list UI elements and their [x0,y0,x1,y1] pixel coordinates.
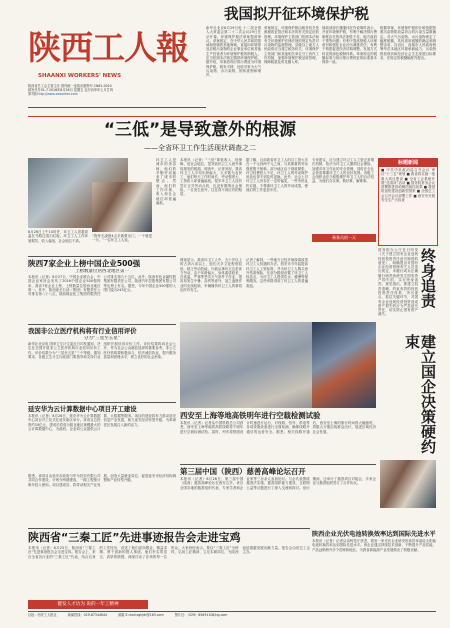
top-story-col1: 新华社北京8月29日电 十二届全国人大常委会第二十二次会议29日在京开幕，环境保护税法草案提请审议。草案规定，在中华人民共和国领域和管辖的其他海域，直接向环境排放应税污染物的企业事业单位和其他生产经营者为环境保护税的纳税人，应当依照本法规定缴纳环境保护税。据介绍，草案将现行排污费改为环境保护税，税负平移，征收对象为大气污染物、水污染物、固体废物和噪声。 [206,26,261,78]
bottom-rule [28,528,310,529]
right-lower-photo [380,460,436,508]
bottom-banner-text: 健发人才访为 说的一年工精神 [57,602,119,607]
top-story-col4: 根据草案，环境保护税的计税依据按照污染物排放量折合的污染当量数确定。对大气污染物、水污染物规定了幅度税额，具体适用税额的确定和调整由省、自治区、直辖市人民政府统筹考虑本地区环境承载能力、污染物排放现状和经济社会生态发展目标要求，在规定的税额幅度内提出。 [380,26,436,61]
story-2-headline: 我国非公立医疗机构将有行业信用评价 [28,327,137,335]
main-story-col2: 据了解，目前我省环卫工人的月工资大多在一千元到两千元之间，与其繁重的劳动强度极不相称。部分地区由于财政紧张，环卫经费投入不足，环卫工人的劳动保护用品也得不到及时更换。此外，社会上对环卫工人仍存在一定的偏见，一些市民乱扔垃圾，不尊重环卫工人的劳动成果，使他们的工作更加辛苦。 [246,158,308,193]
main-story-col1: 本报讯（记者）“三低”即低收入、低保障、低社会地位，是导致环卫工人意外事故频发的根源。调查中，记者发现，我省环卫工人平均年龄偏大，大多数为农民工，他们每天工作时间长，劳动强度大，工资收入却普遍偏低。很多环卫工人没有签订正式劳动合同，也没有缴纳社会保险，一旦发生意外，往往得不到应有的赔偿。 [180,158,242,197]
story-2-sub: 分为“三星至五星” [83,336,121,341]
story-4-headline: 西安至上海等地高铁明年进行空载检测试验 [180,411,321,420]
main-subhead: ——全省环卫工作生活现状调查之二 [144,144,256,152]
top-story [206,6,436,114]
masthead-rule [28,107,206,108]
index-box-list: ■ 中共中央政治局召开会议 审议“十三五”规划 ■ 我省将实施一批重大项目建设 ■ 全省工会系统开展“送清凉”活动 ■ 国务院常务会议部署推进供给侧结构性改革 ■ 我国将加快建设创新型国家 ■ 全国总工会召开会议部署工作 ■ 西安市开展安全生产大检查 [381,168,435,203]
index-box [378,158,438,246]
story-1-body: 本报讯（记者）8月27日，中国企业联合会、中国企业家协会发布了2016中国企业500强榜单，我省7家企业上榜，上榜数量位居西北地区第一。其中，陕西延长石油（集团）有限责任公司排名第八十八位，陕西煤业化工集团有限责任公司排名第九十五位。此外，陕西有色金属控股集团有限责任公司、陕西汽车控股集团有限公司等也榜上有名。据悉，今年中国企业500强的入围门槛为243亿元。 [28,275,176,297]
story-6 [28,530,310,598]
main-photo-2 [92,182,152,232]
info-cn: 国内统一连续出版物号 CN61-0010 [60,84,112,88]
info-postal: 邮发代号51-7 [28,88,48,92]
story-6-headline: 陕西省“三秦工匠”先进事迹报告会走进宝鸡 [28,531,241,544]
story-2-body: 新华社北京电 国家卫生计生委近日印发通知，决定在全国开展非公立医疗机构行业信用评价工作。评价结果分为“三星至五星”三个等级。通知要求，各级卫生计生行政部门要指导和支持行业组织开展信用评价工作，评价结果将向社会公开，作为社会公众就医选择的重要参考。非公立医疗机构要积极参与，依法诚信执业，提升服务质量和管理水平，树立良好的社会形象。 [28,342,176,359]
masthead-pinyin: SHAANXI WORKERS' NEWS [38,73,122,79]
left-rule-3 [28,402,176,403]
story-1-headline: 陕西7家企业上榜中国企业500强 [28,259,141,268]
main-story-col0: 环卫工人是城市的美容师，他们的辛勤劳动换来了城市的整洁。然而，他们的工作环境、收入和社会地位却普遍偏低。 [156,158,176,205]
middle-col-body-1: 调查显示，我省环卫工人中，五十岁以上的占到六成以上，他们大多文化程度较低，缺乏劳动技能，只能从事环卫这类体力劳动。由于年龄偏大，身体素质较差，在高温、严寒等恶劣天气条件下作业，很容易发生中暑、冻伤等意外，加之凌晨作业时光线较暗，车辆撞伤环卫工人的事故也时有发生。 [180,258,242,293]
masthead-logo [28,26,188,72]
photo-strip-label: 乘务员的一天 [332,235,356,240]
main-photo-caption-2: “我每天凌晨4点多就要出门，一干就是一天。”一位环卫工人说。 [92,234,152,243]
left-rule-2 [28,324,176,325]
footer-rule [28,611,436,612]
story-3-body: 本报讯（记者）8月26日，延安华为云计算数据中心项目开工仪式在延安新区举行。该项目总投资约10亿元，建成后将成为陕北地区规模最大的云计算数据中心，为政府、企业和公众提供云计算、大数据等服务。项目的建设将有力推动延安信息产业发展，助力延安经济转型升级，为革命老区发展注入新的活力。 [28,414,176,431]
info-weekday: 星期五 [73,88,84,92]
footer-address: 社址：西安工人报社 [28,613,57,617]
top-story-col3: 财政部部长楼继伟在作说明时表示，开征环境保护税，有利于解决排污费制度存在的执法刚性不足、地方政府干预等问题；有利于提高纳税人环保意识和强化企业治污减排责任；有利于构建促进经济结构调整、发展方式转变的绿色税制体系。草案规定的税额标准与现行排污费的征收标准基本保持一致。 [322,26,377,65]
index-box-title: 标题新闻 [379,159,437,167]
story-5-body: 本报讯（记者）8月26日，第三届中国（陕西）慈善高峰论坛在西安召开。来自全国各地的慈善组织代表、专家学者和企业家等三百余人参加论坛。与会代表围绕慈善法实施、慈善组织能力建设、互联网公益等议题进行了深入交流和探讨。论坛期间，还举行了慈善项目对接会，多家企业与慈善组织签订了合作协议。 [180,477,376,490]
info-url[interactable]: http://www.sxworker.com [37,92,78,96]
top-story-col2: 草案规定，环境保护税由税务机关依照税收征管法和本法的有关规定征收管理。环境保护主管部门依照本法和有关环境保护法律法规的规定负责对污染物的监测管理。县级以上地方人民政府应当建立税务机关、环境保护主管部门和其他相关单位分工协作工作机制，加强环境保护税征收管理，保障税款及时足额入库。 [264,26,319,65]
story-5 [180,466,376,526]
bottom-banner [28,600,148,609]
right-headline-1: 终身追责 [419,248,437,308]
top-story-headline: 我国拟开征环境保护税 [224,7,369,23]
footer-phone: 新闻热线：029-87344644 [67,613,108,617]
story-1-sub: 上榜数量位居西北地区第一 [75,269,129,274]
story-2 [28,326,176,400]
info-publisher: 陕西省总工会主管主办 [28,84,60,88]
info-date: 2016年8月26日 [49,88,73,92]
main-top-rule [28,116,436,117]
left-col-extra: 据悉，该项目由延安市政府与华为技术有限公司共同合作建设，计划分两期建成，一期工程预计明年投入使用。项目建成后，将带动相关产业发展，创造大量就业岗位，促进延安市经济结构调整和产业转型升级。 [28,474,176,487]
masthead-title: 陕西工人報 [28,28,188,67]
right-headline-2: 建立国企决策硬约束 [403,334,437,454]
footer-email[interactable]: 邮箱 E-mail:sghjdr@163.com [118,613,164,617]
story-7-body: 本报讯（记者）记者从省科技厅获悉，我省一家光伏企业研发的高效单晶硅太阳能电池转换效率达到国际先进水平。该企业通过持续技术创新，不断提升产品性能，产品远销海外多个国家和地区，为我省新能源产业发展做出了积极贡献。 [312,539,436,552]
masthead-info [28,84,206,106]
footer-ad-phone: 图片社：（029）85691108/ng.com [174,613,228,617]
middle-col-body-2: 记者了解到，一些地方已经开始探索改善环卫工人待遇的办法。西安市今年起提高环卫工人工资标准，并为环卫工人购买意外伤害保险，在部分路段设置了环卫工人休息点，为环卫工人提供饮水、避暑等便利服务。这些举措得到了环卫工人的普遍欢迎。 [246,258,308,288]
info-lunar: 农历丙申年七月廿四 [84,88,114,92]
story-4-body: 本报讯（记者）记者从中国铁路总公司获悉，西安至上海等地的高铁线路将于明年进行空载检测试验。届时，列车将按照设计时速进行运行，对线路、信号、供电等各项设施设备进行全面检测，确保线路开通后的运营安全。据悉，相关线路开通后，西安至上海的旅行时间将大幅缩短，将极大方便沿线群众出行，促进区域经济社会发展。 [180,421,376,434]
story-6-body: 本报讯（记者）8月25日，陕西省“三秦工匠”先进事迹报告会走进宝鸡。报告会上，来自全省各行业的“三秦工匠”代表，结合自身的工作经历，讲述了他们爱岗敬业、精益求精、勇于创新的感人事迹。他们朴实的语言、真挚的情感，深深打动了在场的每一位听众。大家纷纷表示，要以“三秦工匠”为榜样，弘扬工匠精神，立足本职岗位，为陕西追赶超越发展贡献力量。报告会由省总工会主办。 [28,546,310,559]
main-headline: “三低”是导致意外的根源 [103,120,297,140]
info-issue: 第7期 [28,92,37,96]
story-3-headline: 延安华为云计算数据中心项目开工建设 [28,405,137,413]
story-7 [312,530,436,598]
crew-photo [312,322,376,408]
story-5-headline: 第三届中国（陕西）慈善高峰论坛召开 [180,467,306,476]
main-photo-caption-1: 8月26日上午10时许，环卫工人冒着高温在马路边清扫垃圾。环卫工人工作环境艰苦，收入偏低，社会地位不高。 [28,230,88,243]
story-7-headline: 陕西企业光伏电池转换效率达到国际先进水平 [312,531,436,538]
mid-rule-1 [180,464,376,465]
footer [28,613,436,621]
main-story-col3: 专家建议，应当建立环卫工人工资正常增长机制，依法为环卫工人缴纳社会保险，加强对环卫作业的安全管理，同时在全社会营造尊重环卫工人的良好氛围。各级工会组织也应当积极维护环卫工人的合法权益，为他们办实事、做好事、解难事。 [312,158,374,184]
story-1 [28,258,176,322]
story-3 [28,404,176,472]
left-rule-1 [28,256,176,257]
photo-label-strip [312,234,376,242]
story-4 [180,410,376,462]
right-body-1: 国务院办公厅近日印发《关于建立国有企业违规经营投资责任追究制度的意见》，明确提出对国有企业经营管理有关人员违反规定，未履行或未正确履行职责致使发生国有资产损失的，实行终身追责。意见指出，要建立权责清晰、约束有效的经营投资责任体系，突出重点，抓住关键环节，对国有企业违规经营投资造成资产损失的行为严肃追究责任，切实防止国有资产流失。 [378,248,418,317]
